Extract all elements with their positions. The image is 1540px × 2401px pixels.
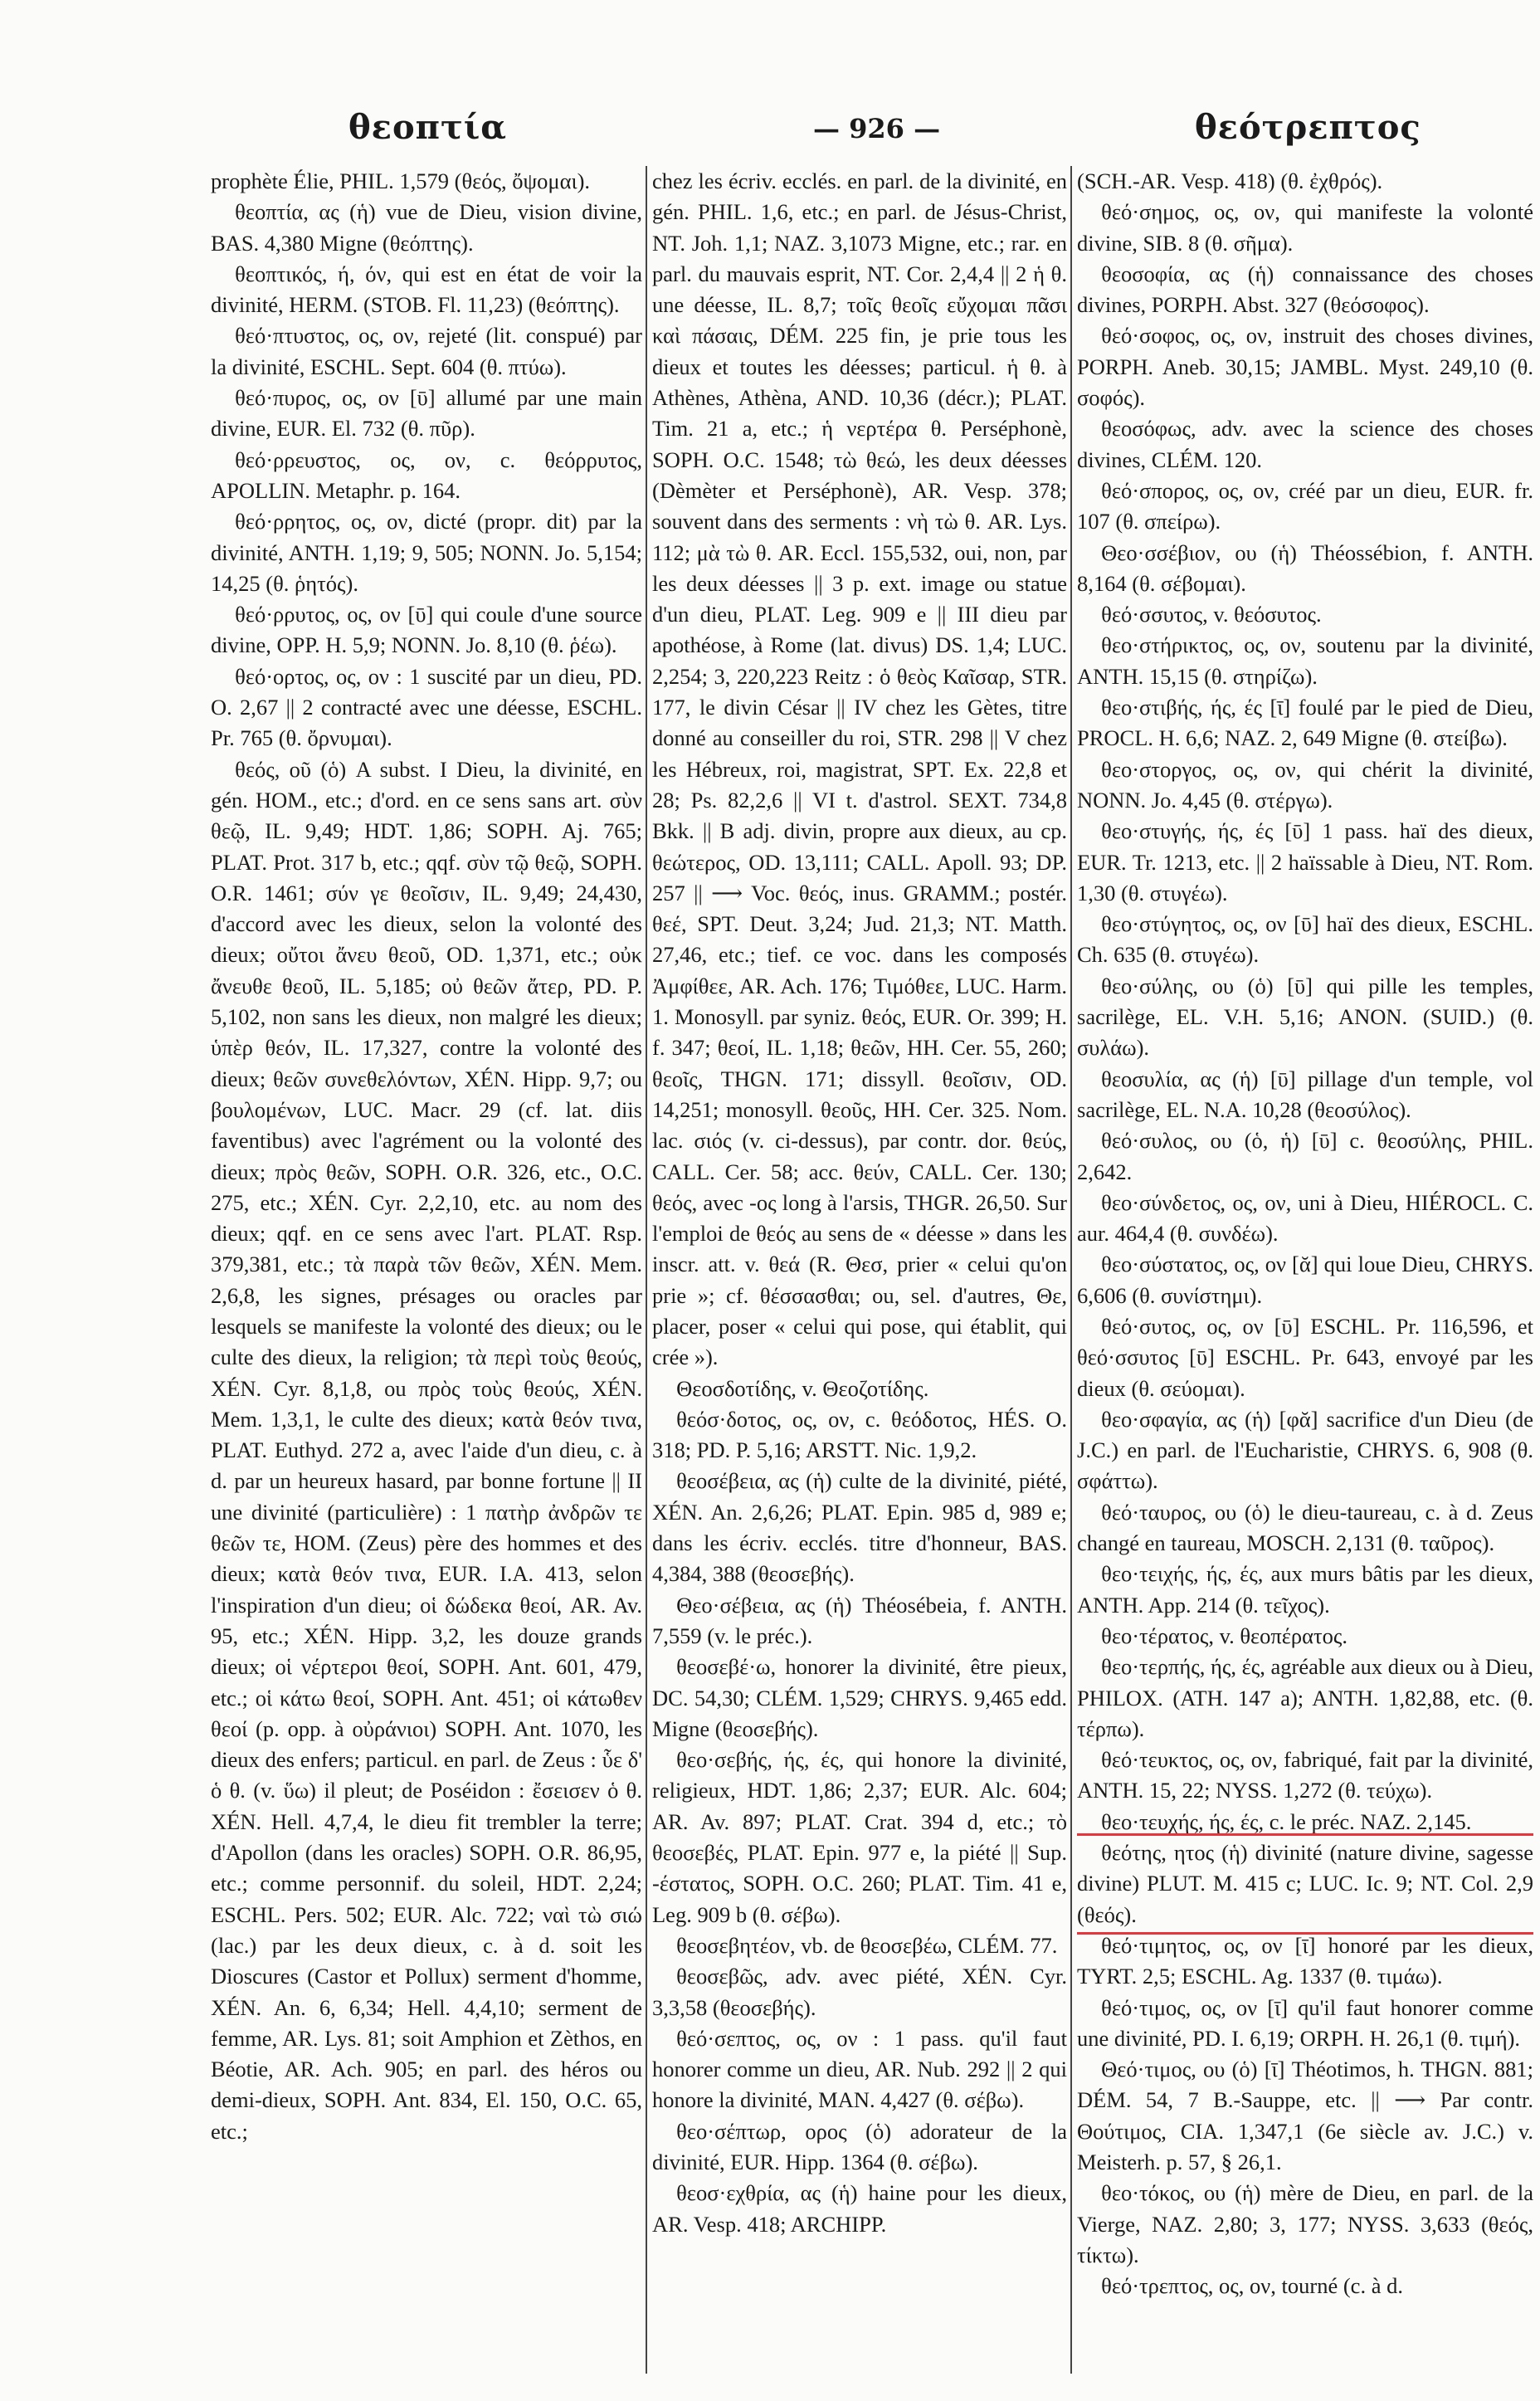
dictionary-entry: θεό·τευκτος, ος, ον, fabriqué, fait par la divinité, ANTH. 15, 22; NYSS. 1,272 (θ. τεύχω). xyxy=(1077,1747,1533,1803)
dictionary-entry: θεό·συτος, ος, ον [ῡ] ESCHL. Pr. 116,596, et θεό·σσυτος [ῡ] ESCHL. Pr. 643, envoyé par les dieux (θ. σεύομαι). xyxy=(1077,1313,1533,1401)
dictionary-entry: θεό·τιμητος, ος, ον [ῑ] honoré par les dieux, TYRT. 2,5; ESCHL. Ag. 1337 (θ. τιμάω). xyxy=(1077,1932,1533,1989)
dictionary-entry: chez les écriv. ecclés. en parl. de la divinité, en gén. PHIL. 1,6, etc.; en parl. de Jésus-Christ, NT. Joh. 1,1; NAZ. 3,1073 Migne, etc.; rar. en parl. du mauvais esprit, NT. Cor. 2,4,4 || 2 ἡ θ. une déesse, IL. 8,7; τοῖς θεοῖς εὔχομαι πᾶσι καὶ πάσαις, DÉM. 225 fin, je prie tous les dieux et toutes les déesses; particul. ἡ θ. à Athènes, Athèna, AND. 10,36 (décr.); PLAT. Tim. 21 a, etc.; ἡ νερτέρα θ. Perséphonè, SOPH. O.C. 1548; τὼ θεώ, les deux déesses (Dèmèter et Perséphonè), AR. Vesp. 378; souvent dans des serments : νὴ τὼ θ. AR. Lys. 112; μὰ τὼ θ. AR. Eccl. 155,532, oui, non, par les deux déesses || 3 p. ext. image ou statue d'un dieu, PLAT. Leg. 909 e || III dieu par apothéose, à Rome (lat. divus) DS. 1,4; LUC. 2,254; 3, 220,223 Reitz : ὁ θεὸς Καῖσαρ, STR. 177, le divin César || IV chez les Gètes, titre donné au conseiller du roi, STR. 298 || V chez les Hébreux, roi, magistrat, SPT. Ex. 22,8 et 28; Ps. 82,2,6 || VI t. d'astrol. SEXT. 734,8 Bkk. || B adj. divin, propre aux dieux, au cp. θεώτερος, OD. 13,111; CALL. Apoll. 93; DP. 257 || ⟶ Voc. θεός, inus. GRAMM.; postér. θεέ, SPT. Deut. 3,24; Jud. 21,3; NT. Matth. 27,46, etc.; tief. ce voc. dans les composés Ἀμφίθεε, AR. Ach. 176; Τιμόθεε, LUC. Harm. 1. Monosyll. par syniz. θεός, EUR. Or. 399; H. f. 347; θεοί, IL. 1,18; θεῶν, HH. Cer. 55, 260; θεοῖς, THGN. 171; dissyll. θεοῖσιν, OD. 14,251; monosyll. θεοῦς, HH. Cer. 325. Nom. lac. σιός (v. ci-dessus), par contr. dor. θεύς, CALL. Cer. 58; acc. θεύν, CALL. Cer. 130; θεός, avec -ος long à l'arsis, THGR. 26,50. Sur l'emploi de θεός au sens de « déesse » dans les inscr. att. v. θεά (R. Θεσ, prier « celui qu'on prie »; cf. θέσσασθαι; ou, sel. d'autres, Θε, placer, poser « celui qui pose, qui établit, qui crée »). xyxy=(652,168,1067,1370)
dictionary-entry: θεό·σημος, ος, ον, qui manifeste la volonté divine, SIB. 8 (θ. σῆμα). xyxy=(1077,199,1533,256)
dictionary-entry: θεό·πυρος, ος, ον [ῡ] allumé par une main divine, EUR. El. 732 (θ. πῦρ). xyxy=(211,385,642,442)
right-running-headword: θεότρεπτος xyxy=(1195,108,1421,147)
dictionary-entry: θεός, οῦ (ὁ) A subst. I Dieu, la divinité, en gén. HOM., etc.; d'ord. en ce sens sans art. σὺν θεῷ, IL. 9,49; HDT. 1,86; SOPH. Aj. 765; PLAT. Prot. 317 b, etc.; qqf. σὺν τῷ θεῷ, SOPH. O.R. 1461; σύν γε θεοῖσιν, IL. 9,49; 24,430, d'accord avec les dieux, selon la volonté des dieux; οὔτοι ἄνευ θεοῦ, OD. 1,371, etc.; οὐκ ἄνευθε θεοῦ, IL. 5,185; οὐ θεῶν ἄτερ, PD. P. 5,102, non sans les dieux, non malgré les dieux; ὑπὲρ θεόν, IL. 17,327, contre la volonté des dieux; θεῶν συνεθελόντων, XÉN. Hipp. 9,7; ou βουλομένων, LUC. Macr. 29 (cf. lat. diis faventibus) avec l'agrément ou la volonté des dieux; πρὸς θεῶν, SOPH. O.R. 326, etc., O.C. 275, etc.; XÉN. Cyr. 2,2,10, etc. au nom des dieux; qqf. en ce sens avec l'art. PLAT. Rsp. 379,381, etc.; τὰ παρὰ τῶν θεῶν, XÉN. Mem. 2,6,8, les signes, présages ou oracles par lesquels se manifeste la volonté des dieux; ou le culte des dieux, la religion; τὰ περὶ τοὺς θεούς, XÉN. Cyr. 8,1,8, ou πρὸς τοὺς θεούς, XÉN. Mem. 1,3,1, le culte des dieux; κατὰ θεόν τινα, PLAT. Euthyd. 272 a, avec l'aide d'un dieu, c. à d. par un heureux hasard, par bonne fortune || II une divinité (particulière) : 1 πατὴρ ἀνδρῶν τε θεῶν τε, HOM. (Zeus) père des hommes et des dieux; κατὰ θεόν τινα, EUR. I.A. 413, selon l'inspiration d'un dieu; οἱ δώδεκα θεοί, AR. Av. 95, etc.; XÉN. Hipp. 3,2, les douze grands dieux; οἱ νέρτεροι θεοί, SOPH. Ant. 601, 479, etc.; οἱ κάτω θεοί, SOPH. Ant. 451; οἱ κάτωθεν θεοί (p. opp. à οὐράνιοι) SOPH. Ant. 1070, les dieux des enfers; particul. en parl. de Zeus : ὗε δ' ὁ θ. (v. ὕω) il pleut; de Poséidon : ἔσεισεν ὁ θ. XÉN. Hell. 4,7,4, le dieu fit trembler la terre; d'Apollon (dans les oracles) SOPH. O.R. 86,95, etc.; comme personnif. du soleil, HDT. 2,24; ESCHL. Pers. 502; EUR. Alc. 722; ναὶ τὼ σιώ (lac.) par les deux dieux, c. à d. soit les Dioscures (Castor et Pollux) serment d'homme, XÉN. An. 6, 6,34; Hell. 4,4,10; serment de femme, AR. Lys. 81; soit Amphion et Zèthos, en Béotie, AR. Ach. 905; en parl. des héros ou demi-dieux, SOPH. Ant. 834, El. 150, O.C. 65, etc.; xyxy=(211,756,642,2144)
left-column xyxy=(211,166,642,2382)
middle-column xyxy=(652,166,1067,2382)
dictionary-entry: θεο·τόκος, ου (ἡ) mère de Dieu, en parl. de la Vierge, NAZ. 2,80; 3, 177; NYSS. 3,633 (θεός, τίκτω). xyxy=(1077,2180,1533,2267)
right-column xyxy=(1077,166,1533,2382)
dictionary-entry: θεό·ορτος, ος, ον : 1 suscité par un dieu, PD. O. 2,67 || 2 contracté avec une déesse, ESCHL. Pr. 765 (θ. ὄρνυμαι). xyxy=(211,663,642,751)
dictionary-entry: θεο·σύλης, ου (ὁ) [ῡ] qui pille les temples, sacrilège, EL. V.H. 5,16; ANON. (SUID.) (θ. συλάω). xyxy=(1077,973,1533,1061)
dictionary-entry: θεό·ρρητος, ος, ον, dicté (propr. dit) par la divinité, ANTH. 1,19; 9, 505; NONN. Jo. 5,154; 14,25 (θ. ῥητός). xyxy=(211,509,642,596)
page-number: — 926 — xyxy=(813,113,941,144)
dictionary-entry: θεο·σφαγία, ας (ἡ) [φᾰ] sacrifice d'un Dieu (de J.C.) en parl. de l'Eucharistie, CHRYS. 6, 908 (θ. σφάττω). xyxy=(1077,1406,1533,1494)
dictionary-entry: θεό·συλος, ου (ὁ, ἡ) [ῡ] c. θεοσύλης, PHIL. 2,642. xyxy=(1077,1128,1533,1184)
dictionary-entry: θεο·σέπτωρ, ορος (ὁ) adorateur de la divinité, EUR. Hipp. 1364 (θ. σέβω). xyxy=(652,2118,1067,2174)
column-divider-2 xyxy=(1070,166,1072,2374)
left-running-headword: θεοπτία xyxy=(348,108,508,147)
dictionary-entry: θεο·τευχής, ής, ές, c. le préc. NAZ. 2,145. xyxy=(1101,1808,1472,1834)
dictionary-entry: θεο·στυγής, ής, ές [ῡ] 1 pass. haï des dieux, EUR. Tr. 1213, etc. || 2 haïssable à Dieu, NT. Rom. 1,30 (θ. στυγέω). xyxy=(1077,818,1533,905)
dictionary-entry: θεοσεβητέον, vb. de θεοσεβέω, CLÉM. 77. xyxy=(676,1932,1058,1958)
dictionary-entry: θεο·τέρατος, v. θεοπέρατος. xyxy=(1101,1623,1348,1648)
dictionary-entry: Θεό·τιμος, ου (ὁ) [ῑ] Théotimos, h. THGN. 881; DÉM. 54, 7 B.-Sauppe, etc. || ⟶ Par contr. Θούτιμος, CIA. 1,347,1 (6e siècle av. J.C.) v. Meisterh. p. 57, § 26,1. xyxy=(1077,2057,1533,2174)
dictionary-entry: θεοσοφία, ας (ἡ) connaissance des choses divines, PORPH. Abst. 327 (θεόσοφος). xyxy=(1077,261,1533,318)
dictionary-entry: θεοσέβεια, ας (ἡ) culte de la divinité, piété, XÉN. An. 2,6,26; PLAT. Epin. 985 d, 989 e; dans les écriv. ecclés. titre d'honneur, BAS. 4,384, 388 (θεοσεβής). xyxy=(652,1468,1067,1587)
dictionary-entry: θεό·τρεπτος, ος, ον, tourné (c. à d. xyxy=(1101,2273,1403,2299)
dictionary-entry: θεο·τερπής, ής, ές, agréable aux dieux ou à Dieu, PHILOX. (ATH. 147 a); ANTH. 1,82,88, etc. (θ. τέρπω). xyxy=(1077,1654,1533,1741)
dictionary-entry: (SCH.-AR. Vesp. 418) (θ. ἐχθρός). xyxy=(1077,168,1383,193)
dictionary-entry: Θεοσδοτίδης, v. Θεοζοτίδης. xyxy=(676,1375,929,1401)
dictionary-entry: θεοσυλία, ας (ἡ) [ῡ] pillage d'un temple, vol sacrilège, EL. N.A. 10,28 (θεοσύλος). xyxy=(1077,1066,1533,1122)
dictionary-entry: Θεο·σσέβιον, ου (ἡ) Théossébion, f. ANTH. 8,164 (θ. σέβομαι). xyxy=(1077,539,1533,596)
dictionary-entry: θεοσόφως, adv. avec la science des choses divines, CLÉM. 120. xyxy=(1077,416,1533,472)
dictionary-entry: θεό·σοφος, ος, ον, instruit des choses divines, PORPH. Aneb. 30,15; JAMBL. Myst. 249,10 (θ. σοφός). xyxy=(1077,323,1533,411)
dictionary-entry: θεό·ταυρος, ου (ὁ) le dieu-taureau, c. à d. Zeus changé en taureau, MOSCH. 2,131 (θ. ταῦρος). xyxy=(1077,1499,1533,1556)
dictionary-entry: θεο·σεβής, ής, ές, qui honore la divinité, religieux, HDT. 1,86; 2,37; EUR. Alc. 604; AR. Av. 897; PLAT. Crat. 394 d, etc.; τὸ θεοσεβές, PLAT. Epin. 977 e, la piété || Sup. -έστατος, SOPH. O.C. 260; PLAT. Tim. 41 e, Leg. 909 b (θ. σέβω). xyxy=(652,1747,1067,1927)
dictionary-entry: θεο·στήρικτος, ος, ον, soutenu par la divinité, ANTH. 15,15 (θ. στηρίζω). xyxy=(1077,632,1533,689)
dictionary-entry: θεό·πτυστος, ος, ον, rejeté (lit. conspué) par la divinité, ESCHL. Sept. 604 (θ. πτύω). xyxy=(211,323,642,379)
dictionary-entry: θεο·σύστατος, ος, ον [ᾰ] qui loue Dieu, CHRYS. 6,606 (θ. συνίστημι). xyxy=(1077,1252,1533,1308)
dictionary-entry: θεό·σσυτος, v. θεόσυτος. xyxy=(1101,602,1322,627)
dictionary-entry: θεό·τιμος, ος, ον [ῑ] qu'il faut honorer comme une divinité, PD. I. 6,19; ORPH. H. 26,1 (θ. τιμή). xyxy=(1077,1994,1533,2051)
dictionary-entry: θεο·στιβής, ής, ές [ῑ] foulé par le pied de Dieu, PROCL. H. 6,6; NAZ. 2, 649 Migne (θ. στείβω). xyxy=(1077,695,1533,751)
dictionary-entry: θεοσ·εχθρία, ας (ἡ) haine pour les dieux, AR. Vesp. 418; ARCHIPP. xyxy=(652,2180,1067,2237)
dictionary-entry: θεό·σεπτος, ος, ον : 1 pass. qu'il faut honorer comme un dieu, AR. Nub. 292 || 2 qui honore la divinité, MAN. 4,427 (θ. σέβω). xyxy=(652,2025,1067,2113)
dictionary-entry: θεό·σπορος, ος, ον, créé par un dieu, EUR. fr. 107 (θ. σπείρω). xyxy=(1077,477,1533,534)
page-header xyxy=(0,108,1540,158)
dictionary-entry: θεοπτία, ας (ἡ) vue de Dieu, vision divine, BAS. 4,380 Migne (θεόπτης). xyxy=(211,199,642,256)
dictionary-entry: θεο·στοργος, ος, ον, qui chérit la divinité, NONN. Jo. 4,45 (θ. στέργω). xyxy=(1077,756,1533,813)
dictionary-entry: θεό·ρρυτος, ος, ον [ῡ] qui coule d'une source divine, OPP. H. 5,9; NONN. Jo. 8,10 (θ. ῥέω). xyxy=(211,602,642,658)
dictionary-entry: θεοσεβέ·ω, honorer la divinité, être pieux, DC. 54,30; CLÉM. 1,529; CHRYS. 9,465 edd. Migne (θεοσεβής). xyxy=(652,1654,1067,1741)
column-divider-1 xyxy=(646,166,647,2374)
dictionary-entry: θεο·σύνδετος, ος, ον, uni à Dieu, HIÉROCL. C. aur. 464,4 (θ. συνδέω). xyxy=(1077,1189,1533,1247)
dictionary-entry: θεο·τειχής, ής, ές, aux murs bâtis par les dieux, ANTH. App. 214 (θ. τεῖχος). xyxy=(1077,1561,1533,1618)
dictionary-entry: θεόσ·δοτος, ος, ον, c. θεόδοτος, HÉS. O. 318; PD. P. 5,16; ARSTT. Nic. 1,9,2. xyxy=(652,1406,1067,1463)
highlighted-entry-theotes: θεότης, ητος (ἡ) divinité (nature divine, sagesse divine) PLUT. M. 415 c; LUC. Ic. 9; NT. Col. 2,9 (θεός). xyxy=(1077,1837,1533,1930)
dictionary-entry: θεο·στύγητος, ος, ον [ῡ] haï des dieux, ESCHL. Ch. 635 (θ. στυγέω). xyxy=(1077,911,1533,968)
dictionary-entry: θεό·ρρευστος, ος, ον, c. θεόρρυτος, APOLLIN. Metaphr. p. 164. xyxy=(211,447,642,503)
dictionary-entry: θεοπτικός, ή, όν, qui est en état de voir la divinité, HERM. (STOB. Fl. 11,23) (θεόπτης). xyxy=(211,261,642,318)
dictionary-entry: prophète Élie, PHIL. 1,579 (θεός, ὄψομαι). xyxy=(211,168,591,193)
dictionary-entry: Θεο·σέβεια, ας (ἡ) Théosébeia, f. ANTH. 7,559 (v. le préc.). xyxy=(652,1592,1067,1648)
dictionary-entry: θεοσεβῶς, adv. avec piété, XÉN. Cyr. 3,3,58 (θεοσεβής). xyxy=(652,1964,1067,2020)
